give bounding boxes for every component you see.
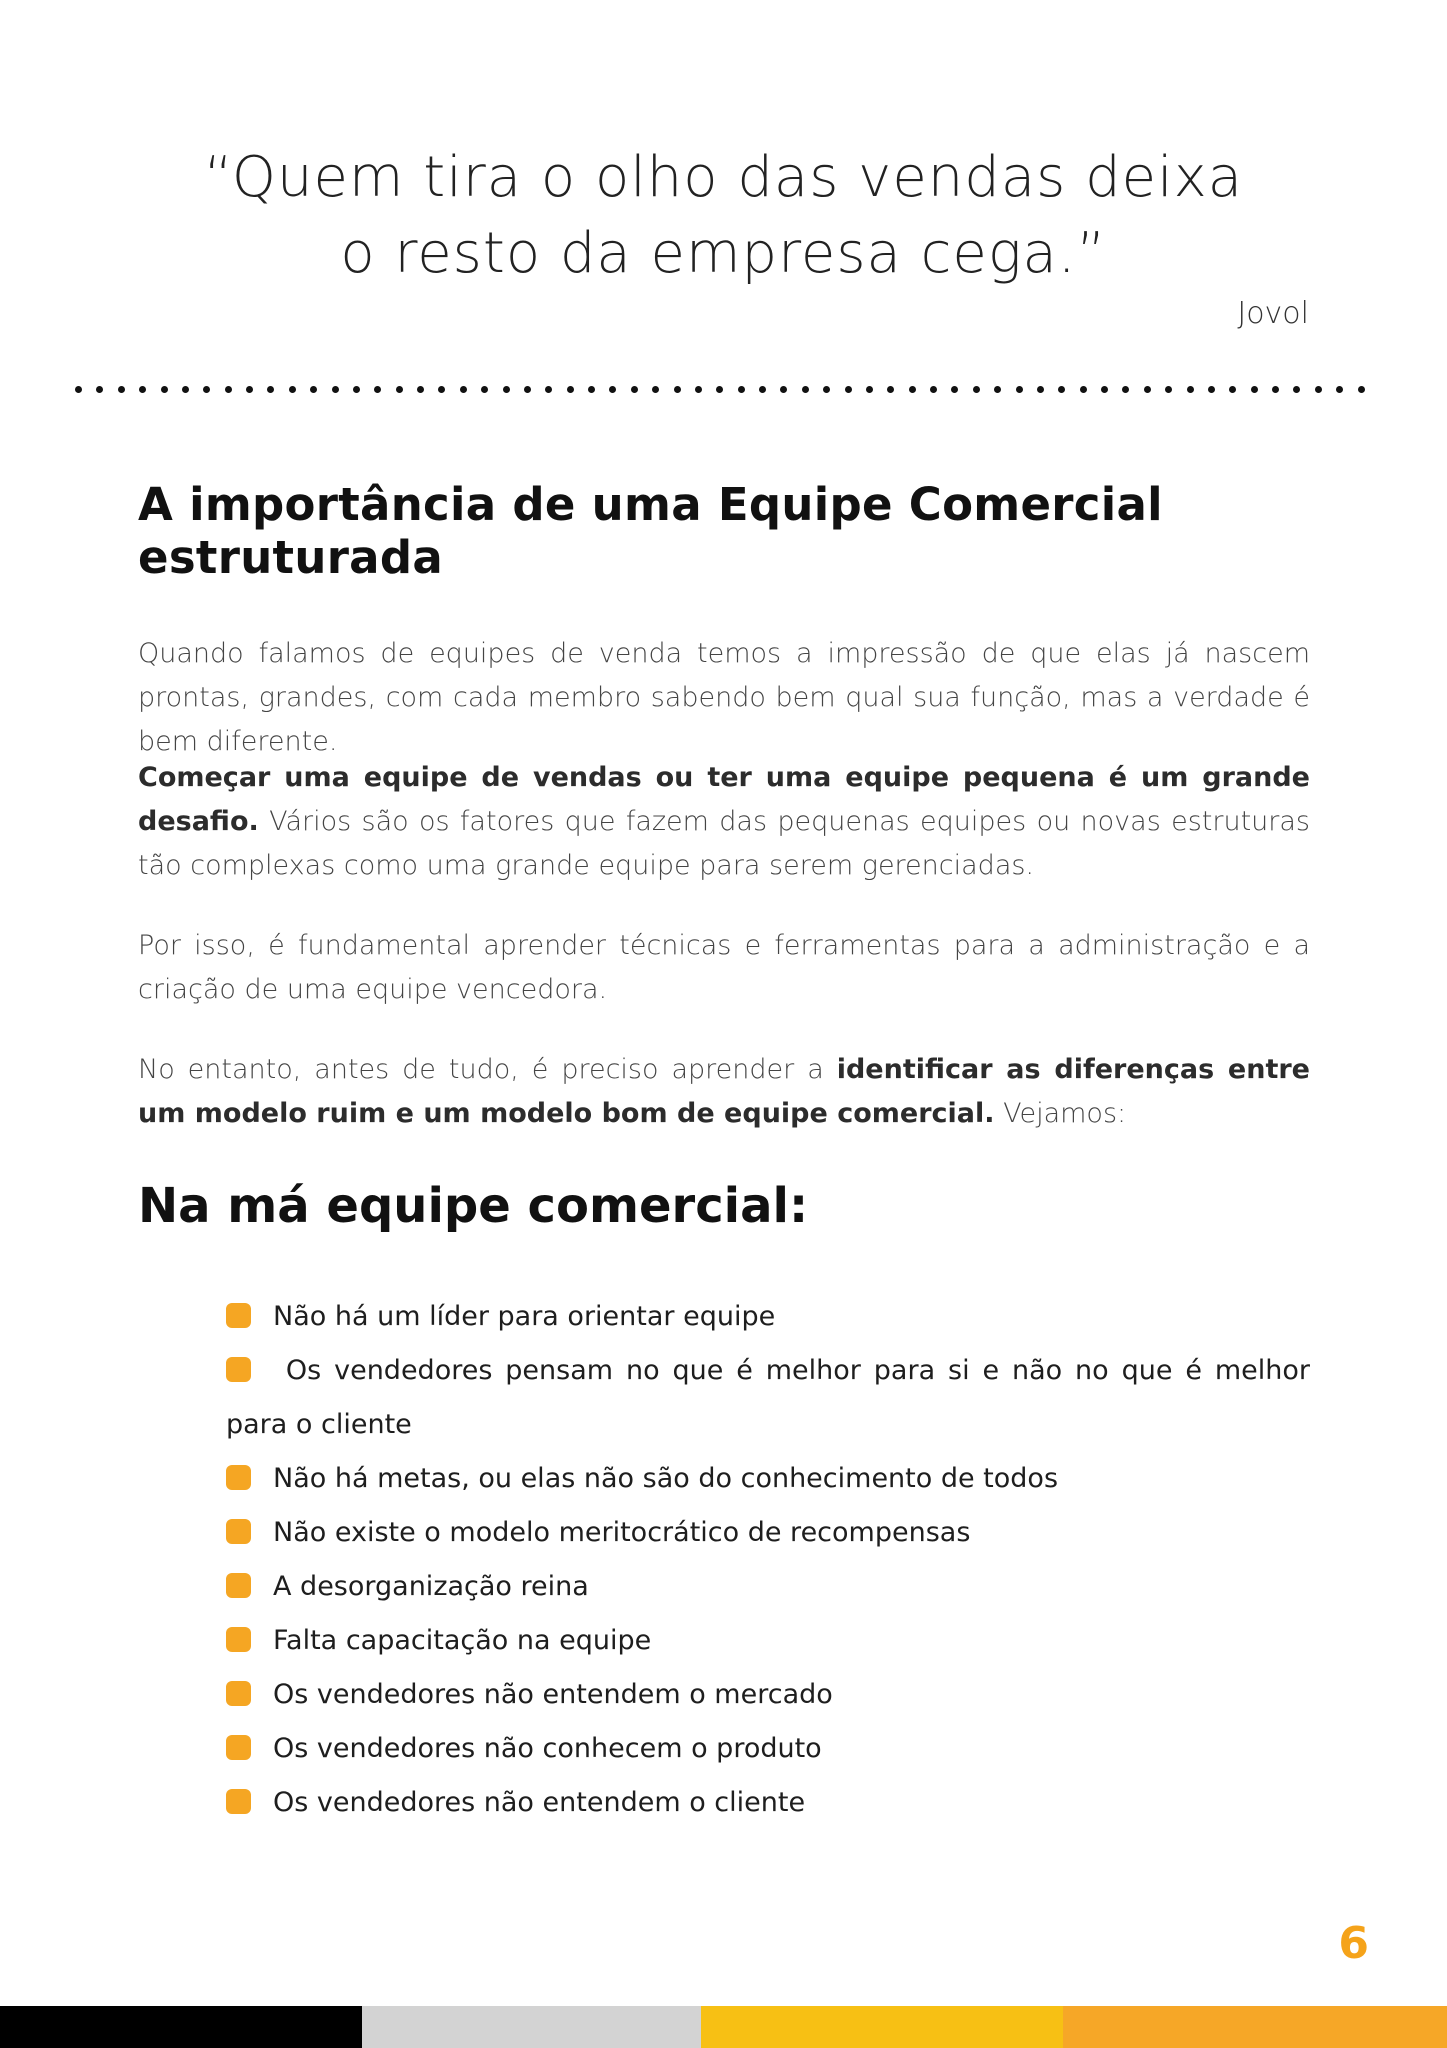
divider-dot	[1358, 386, 1365, 393]
divider-dot	[1122, 386, 1129, 393]
divider-dot	[1144, 386, 1151, 393]
list-item	[226, 1344, 1310, 1452]
list-item	[226, 1776, 1310, 1830]
divider-dot	[438, 386, 445, 393]
bullet-icon	[226, 1789, 251, 1814]
divider-dot	[353, 386, 360, 393]
divider-dot	[909, 386, 916, 393]
divider-dot	[396, 386, 403, 393]
page-number: 6	[1338, 1918, 1369, 1969]
divider-dot	[951, 386, 958, 393]
divider-dot	[139, 386, 146, 393]
divider-dot	[1293, 386, 1300, 393]
divider-dot	[631, 386, 638, 393]
divider-dot	[887, 386, 894, 393]
paragraph-4-bold: identificar as diferenças entre um modelo ruim e um modelo bom de equipe comercial.	[138, 1054, 1310, 1129]
divider-dot	[182, 386, 189, 393]
list-item-text: Falta capacitação na equipe	[273, 1625, 652, 1656]
divider-dot	[1165, 386, 1172, 393]
divider-dot	[332, 386, 339, 393]
divider-dot	[652, 386, 659, 393]
divider-dot	[609, 386, 616, 393]
divider-dot	[823, 386, 830, 393]
bullet-icon	[226, 1681, 251, 1706]
bullet-icon	[226, 1357, 251, 1382]
paragraph-4-end: Vejamos:	[994, 1098, 1127, 1129]
section-title: A importância de uma Equipe Comercial estruturada	[138, 478, 1163, 584]
divider-dot	[802, 386, 809, 393]
divider-dot	[1101, 386, 1108, 393]
paragraph-1: Quando falamos de equipes de venda temos a impressão de que elas já nascem prontas, grandes, com cada membro sabendo bem qual sua função, mas a verdade é bem diferente.	[138, 638, 1310, 757]
bullet-list	[226, 1290, 1310, 1830]
paragraph-2-text: Vários são os fatores que fazem das pequenas equipes ou novas estruturas tão complexas como uma grande equipe para serem gerenciadas.	[138, 806, 1310, 881]
divider-dot	[994, 386, 1001, 393]
divider-dot	[567, 386, 574, 393]
divider-dot	[866, 386, 873, 393]
list-item	[226, 1614, 1310, 1668]
divider-dot	[780, 386, 787, 393]
quote	[0, 140, 1447, 292]
divider-dot	[203, 386, 210, 393]
quote-line-1: “Quem tira o olho das vendas deixa	[203, 145, 1244, 210]
divider-dot	[1272, 386, 1279, 393]
divider-dot	[503, 386, 510, 393]
quote-line-2: o resto da empresa cega.”	[340, 221, 1107, 286]
list-item	[226, 1452, 1310, 1506]
divider-dot	[374, 386, 381, 393]
list-item-text: Os vendedores pensam no que é melhor para si e não no que é melhor para o cliente	[226, 1355, 1310, 1440]
list-item	[226, 1506, 1310, 1560]
divider-dot	[161, 386, 168, 393]
divider-dot	[310, 386, 317, 393]
divider-dot	[96, 386, 103, 393]
divider-dot	[1080, 386, 1087, 393]
bullet-icon	[226, 1519, 251, 1544]
quote-author: Jovol	[1237, 296, 1309, 331]
divider-dot	[759, 386, 766, 393]
divider-dot	[845, 386, 852, 393]
footer-segment-black	[0, 2006, 362, 2048]
divider-dot	[225, 386, 232, 393]
paragraph-4-start: No entanto, antes de tudo, é preciso aprender a	[138, 1054, 837, 1085]
list-item	[226, 1290, 1310, 1344]
divider-dot	[289, 386, 296, 393]
divider-dot	[588, 386, 595, 393]
divider-dot	[267, 386, 274, 393]
dotted-divider	[75, 386, 1365, 396]
list-item-text: Não existe o modelo meritocrático de recompensas	[273, 1517, 971, 1548]
divider-dot	[246, 386, 253, 393]
subtitle: Na má equipe comercial:	[138, 1178, 809, 1234]
footer-color-bar	[0, 2006, 1447, 2048]
bullet-icon	[226, 1465, 251, 1490]
divider-dot	[118, 386, 125, 393]
bullet-icon	[226, 1303, 251, 1328]
bullet-icon	[226, 1627, 251, 1652]
divider-dot	[524, 386, 531, 393]
divider-dot	[738, 386, 745, 393]
divider-dot	[481, 386, 488, 393]
footer-segment-yellow	[701, 2006, 1063, 2048]
list-item	[226, 1668, 1310, 1722]
paragraph-3: Por isso, é fundamental aprender técnicas e ferramentas para a administração e a criação de uma equipe vencedora.	[138, 930, 1310, 1005]
paragraph-4	[138, 1048, 1310, 1136]
divider-dot	[1315, 386, 1322, 393]
divider-dot	[973, 386, 980, 393]
divider-dot	[1336, 386, 1343, 393]
paragraph-2	[138, 756, 1310, 888]
divider-dot	[930, 386, 937, 393]
divider-dot	[1208, 386, 1215, 393]
divider-dot	[1187, 386, 1194, 393]
list-item	[226, 1722, 1310, 1776]
divider-dot	[460, 386, 467, 393]
divider-dot	[1016, 386, 1023, 393]
footer-segment-gray	[362, 2006, 701, 2048]
list-item-text: Os vendedores não conhecem o produto	[273, 1733, 822, 1764]
bullet-icon	[226, 1573, 251, 1598]
divider-dot	[1251, 386, 1258, 393]
list-item	[226, 1560, 1310, 1614]
list-item-text: A desorganização reina	[273, 1571, 589, 1602]
list-item-text: Os vendedores não entendem o cliente	[273, 1787, 806, 1818]
divider-dot	[1058, 386, 1065, 393]
divider-dot	[417, 386, 424, 393]
divider-dot	[1037, 386, 1044, 393]
footer-segment-orange	[1063, 2006, 1447, 2048]
list-item-text: Os vendedores não entendem o mercado	[273, 1679, 833, 1710]
divider-dot	[75, 386, 82, 393]
divider-dot	[1229, 386, 1236, 393]
divider-dot	[695, 386, 702, 393]
list-item-text: Não há metas, ou elas não são do conhecimento de todos	[273, 1463, 1059, 1494]
paragraph-2-bold: Começar uma equipe de vendas ou ter uma equipe pequena é um grande desafio.	[138, 762, 1310, 837]
list-item-text: Não há um líder para orientar equipe	[273, 1301, 776, 1332]
divider-dot	[716, 386, 723, 393]
bullet-icon	[226, 1735, 251, 1760]
divider-dot	[674, 386, 681, 393]
divider-dot	[545, 386, 552, 393]
